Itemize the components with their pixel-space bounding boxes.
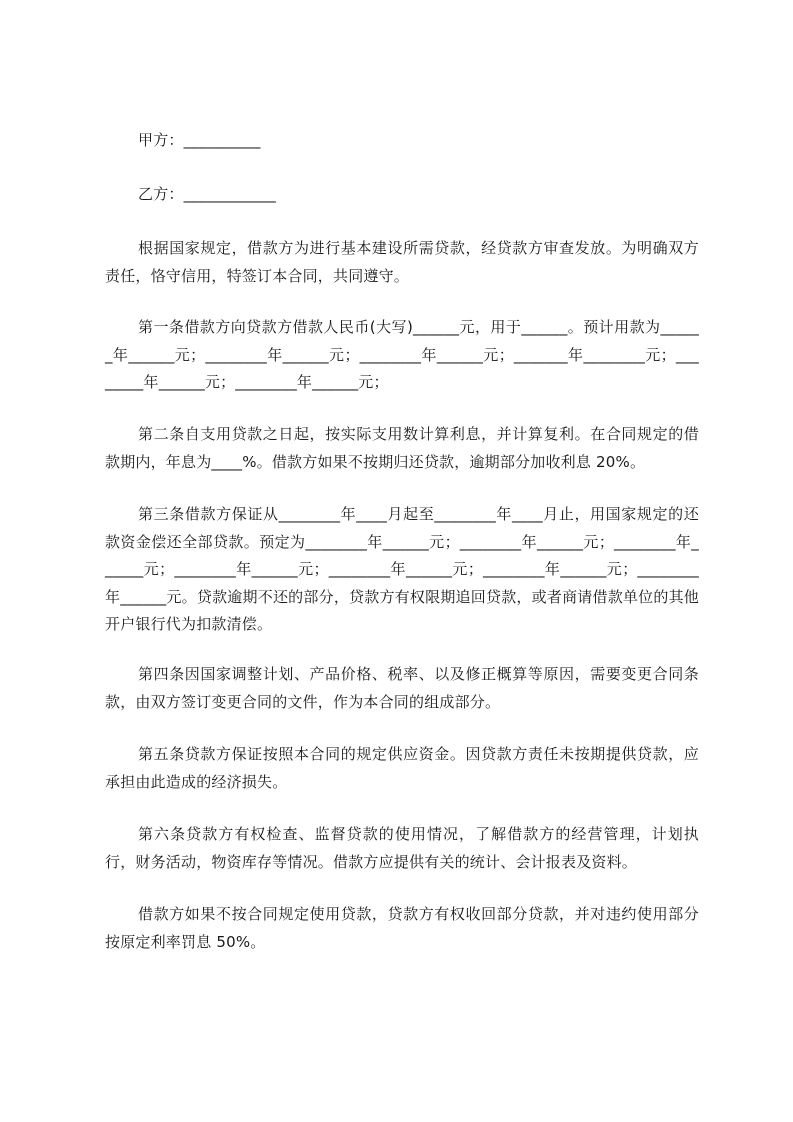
clause-2-paragraph: 第二条自支用贷款之日起，按实际支用数计算利息，并计算复利。在合同规定的借款期内，年息为____%。借款方如果不按期归还贷款，逾期部分加收利息 20%。 <box>105 425 699 471</box>
party-b-line: 乙方：____________ <box>138 185 277 203</box>
clause-5-paragraph: 第五条贷款方保证按照本合同的规定供应资金。因贷款方责任未按期提供贷款，应承担由此造成的经济损失。 <box>105 745 699 791</box>
clause-6-paragraph: 第六条贷款方有权检查、监督贷款的使用情况，了解借款方的经营管理，计划执行，财务活动，物资库存等情况。借款方应提供有关的统计、会计报表及资料。 <box>105 825 699 871</box>
clause-4-paragraph: 第四条因国家调整计划、产品价格、税率、以及修正概算等原因，需要变更合同条款，由双方签订变更合同的文件，作为本合同的组成部分。 <box>105 665 699 711</box>
clause-1-paragraph: 第一条借款方向贷款方借款人民币(大写)______元，用于______。预计用款为______年______元；________年______元；________年______元；_______年________元；________年______元；________年______元； <box>105 318 699 391</box>
clause-7-paragraph: 借款方如果不按合同规定使用贷款，贷款方有权收回部分贷款，并对违约使用部分按原定利率罚息 50%。 <box>105 905 699 951</box>
preamble-paragraph: 根据国家规定，借款方为进行基本建设所需贷款，经贷款方审查发放。为明确双方责任，恪守信用，特签订本合同，共同遵守。 <box>105 239 699 285</box>
party-a-line: 甲方：__________ <box>138 131 261 149</box>
clause-3-paragraph: 第三条借款方保证从________年____月起至________年____月止，用国家规定的还款资金偿还全部贷款。预定为________年______元；________年______元；________年______元；________年______元；________年______元；________年______元；________年______元。贷款逾期不还的部分，贷款方有权限期追回贷款，或者商请借款单位的其他开户银行代为扣款清偿。 <box>105 505 699 633</box>
